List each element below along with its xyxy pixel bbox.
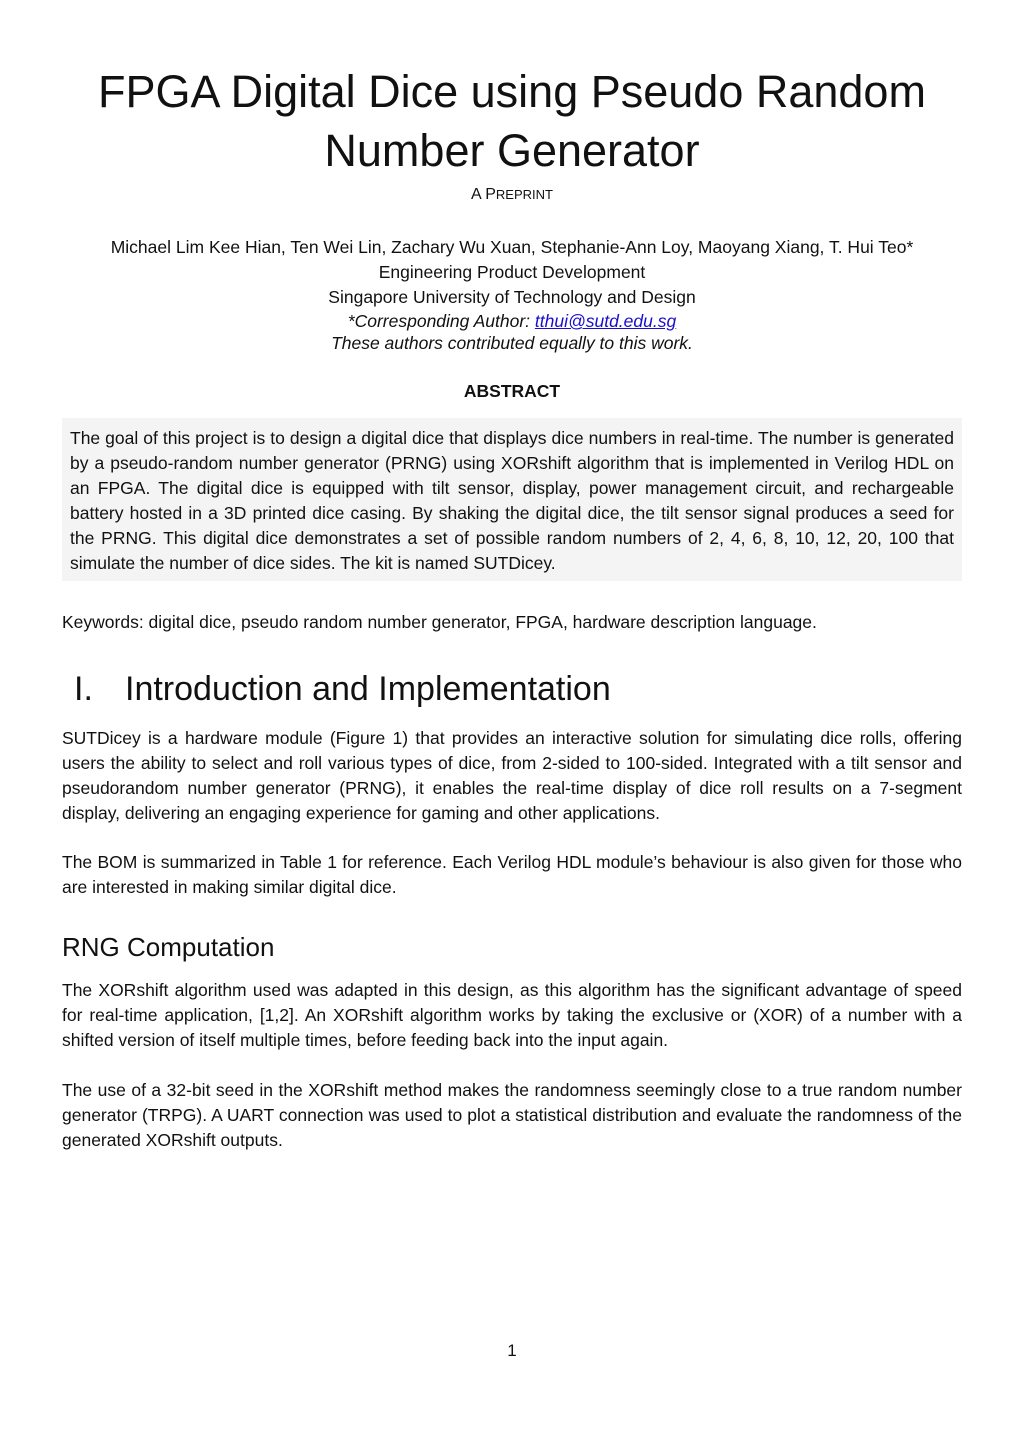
subsection-heading: RNG Computation — [62, 932, 275, 962]
university: Singapore University of Technology and Design — [328, 287, 696, 307]
section-heading — [74, 670, 611, 709]
preprint-label — [62, 186, 962, 204]
paragraph: The use of a 32-bit seed in the XORshift method makes the randomness seemingly close to a true random number generator (TRPG). A UART connection was used to plot a statistical distribution and evaluate the randomness of the generated XORshift outputs. — [62, 1080, 962, 1150]
page-number: 1 — [507, 1341, 517, 1360]
paragraph: SUTDicey is a hardware module (Figure 1) that provides an interactive solution for simulating dice rolls, offering users the ability to select and roll various types of dice, from 2-sided to 100-sided. Integrated with a tilt sensor and pseudorandom number generator (PRNG), it enables the real-time display of dice roll results on a 7-segment display, delivering an engaging experience for gaming and other applications. — [62, 728, 962, 823]
corresponding-author — [62, 310, 962, 332]
section-title: Introduction and Implementation — [125, 670, 611, 708]
corresponding-label: *Corresponding Author: — [347, 311, 535, 331]
author-block — [62, 235, 962, 354]
equal-contribution-note: These authors contributed equally to this work. — [331, 333, 693, 353]
preprint-first: A P — [471, 186, 496, 203]
paragraph: The XORshift algorithm used was adapted in this design, as this algorithm has the significant advantage of speed for real-time application, [1,2]. An XORshift algorithm works by taking the exclusive or (XOR) of a number with a shifted version of itself multiple times, before feeding back into the input again. — [62, 980, 962, 1050]
paragraph: The BOM is summarized in Table 1 for reference. Each Verilog HDL module’s behaviour is also given for those who are interested in making similar digital dice. — [62, 852, 962, 897]
abstract-heading: ABSTRACT — [463, 381, 561, 401]
abstract-text: The goal of this project is to design a digital dice that displays dice numbers in real-time. The number is generated by a pseudo-random number generator (PRNG) using XORshift algorithm that is implemented in Verilog HDL on an FPGA. The digital dice is equipped with tilt sensor, display, power management circuit, and rechargeable battery hosted in a 3D printed dice casing. By shaking the digital dice, the tilt sensor signal produces a seed for the PRNG. This digital dice demonstrates a set of possible random numbers of 2, 4, 6, 8, 10, 12, 20, 100 that simulate the number of dice sides. The kit is named SUTDicey. — [62, 418, 962, 581]
keywords: Keywords: digital dice, pseudo random number generator, FPGA, hardware description language. — [62, 612, 817, 632]
department: Engineering Product Development — [378, 262, 646, 282]
preprint-rest: REPRINT — [495, 187, 553, 202]
email-link[interactable]: tthui@sutd.edu.sg — [534, 311, 677, 331]
section-number: I. — [74, 670, 93, 708]
author-list: Michael Lim Kee Hian, Ten Wei Lin, Zachary Wu Xuan, Stephanie-Ann Loy, Maoyang Xiang, T. Hui Teo* — [110, 237, 914, 257]
paper-title: FPGA Digital Dice using Pseudo Random Number Generator — [98, 66, 926, 176]
